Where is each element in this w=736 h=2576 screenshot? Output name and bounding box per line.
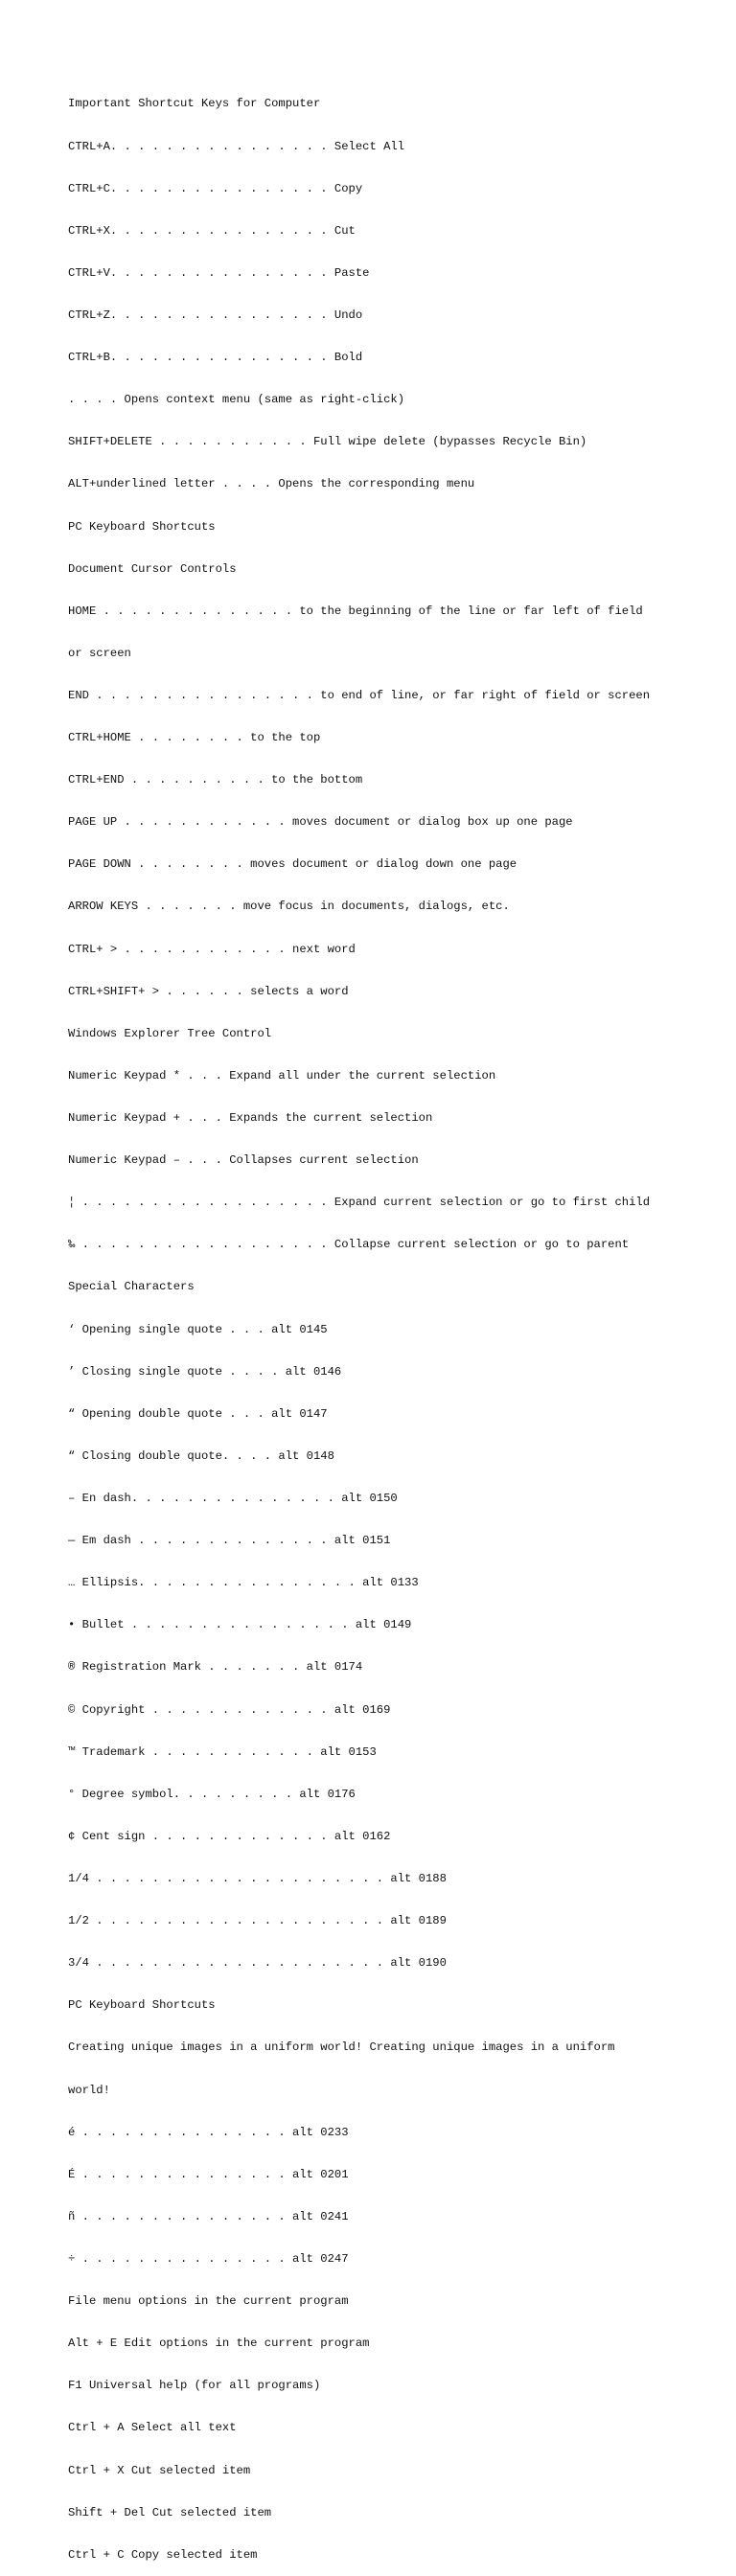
section-heading: Special Characters [68,1280,195,1294]
text-line: CTRL+Z. . . . . . . . . . . . . . . . Undo [68,308,363,322]
text-line: 3/4 . . . . . . . . . . . . . . . . . . . . . alt 0190 [68,1956,447,1971]
text-line: ™ Trademark . . . . . . . . . . . . alt 0153 [68,1744,377,1759]
doc-title: Important Shortcut Keys for Computer [68,97,321,111]
text-line: • Bullet . . . . . . . . . . . . . . . . alt 0149 [68,1618,412,1632]
text-line: ÷ . . . . . . . . . . . . . . . alt 0247 [68,2251,349,2266]
text-line: Numeric Keypad * . . . Expand all under the current selection [68,1068,496,1083]
text-line: . . . . Opens context menu (same as right-click) [68,393,405,407]
text-line: 1/2 . . . . . . . . . . . . . . . . . . . . . alt 0189 [68,1914,447,1928]
text-line: Numeric Keypad + . . . Expands the current selection [68,1111,433,1126]
text-line: 1/4 . . . . . . . . . . . . . . . . . . . . . alt 0188 [68,1872,447,1885]
text-line: world! [68,2083,110,2097]
text-line: ALT+underlined letter . . . . Opens the corresponding menu [68,477,475,491]
text-line: PAGE DOWN . . . . . . . . moves document or dialog down one page [68,857,518,872]
text-line: F1 Universal help (for all programs) [68,2379,321,2393]
text-line: ’ Closing single quote . . . . alt 0146 [68,1364,342,1379]
section-heading: PC Keyboard Shortcuts [68,1998,216,2013]
text-line: CTRL+X. . . . . . . . . . . . . . . . Cut [68,223,356,238]
text-line: Alt + E Edit options in the current program [68,2337,370,2351]
section-heading: Windows Explorer Tree Control [68,1026,272,1040]
text-line: ® Registration Mark . . . . . . . alt 0174 [68,1660,363,1675]
text-line: Creating unique images in a uniform world! Creating unique images in a uniform [68,2040,615,2055]
text-line: File menu options in the current program [68,2294,349,2309]
text-line: “ Closing double quote. . . . alt 0148 [68,1448,334,1463]
text-line: or screen [68,646,131,660]
text-line: é . . . . . . . . . . . . . . . alt 0233 [68,2125,349,2139]
text-line: ñ . . . . . . . . . . . . . . . alt 0241 [68,2209,349,2223]
text-line: “ Opening double quote . . . alt 0147 [68,1406,328,1421]
text-line: CTRL+END . . . . . . . . . . to the bottom [68,773,363,787]
text-line: HOME . . . . . . . . . . . . . . to the beginning of the line or far left of field [68,604,643,618]
section-heading: PC Keyboard Shortcuts [68,519,216,534]
text-line: CTRL+B. . . . . . . . . . . . . . . . Bold [68,351,363,365]
text-line: ‰ . . . . . . . . . . . . . . . . . . Collapse current selection or go to parent [68,1238,630,1252]
text-line: ¦ . . . . . . . . . . . . . . . . . . Expand current selection or go to first child [68,1196,651,1210]
text-line: — Em dash . . . . . . . . . . . . . . alt 0151 [68,1534,391,1548]
text-line: – En dash. . . . . . . . . . . . . . . alt 0150 [68,1492,398,1506]
text-line: CTRL+A. . . . . . . . . . . . . . . . Select All [68,139,405,153]
text-line: CTRL+V. . . . . . . . . . . . . . . . Paste [68,265,370,280]
text-line: ‘ Opening single quote . . . alt 0145 [68,1322,328,1336]
document-text [68,69,720,2576]
text-line: PAGE UP . . . . . . . . . . . . moves document or dialog box up one page [68,815,573,830]
text-line: ¢ Cent sign . . . . . . . . . . . . . alt 0162 [68,1829,391,1843]
text-line: SHIFT+DELETE . . . . . . . . . . . Full wipe delete (bypasses Recycle Bin) [68,435,587,449]
text-line: CTRL+SHIFT+ > . . . . . . selects a word [68,984,349,998]
text-line: ARROW KEYS . . . . . . . move focus in documents, dialogs, etc. [68,900,510,914]
text-line: Ctrl + A Select all text [68,2421,237,2435]
text-line: Ctrl + C Copy selected item [68,2547,258,2562]
text-line: Numeric Keypad – . . . Collapses current selection [68,1153,419,1168]
text-line: … Ellipsis. . . . . . . . . . . . . . . . alt 0133 [68,1576,419,1590]
text-line: CTRL+C. . . . . . . . . . . . . . . . Copy [68,181,363,195]
text-line: CTRL+ > . . . . . . . . . . . . next word [68,942,356,956]
section-heading: Document Cursor Controls [68,561,237,576]
text-line: © Copyright . . . . . . . . . . . . . alt 0169 [68,1702,391,1717]
text-line: ° Degree symbol. . . . . . . . . alt 0176 [68,1787,356,1801]
text-line: Ctrl + X Cut selected item [68,2463,251,2477]
text-line: CTRL+HOME . . . . . . . . to the top [68,731,321,745]
text-line: END . . . . . . . . . . . . . . . . to end of line, or far right of field or screen [68,688,651,702]
text-line: É . . . . . . . . . . . . . . . alt 0201 [68,2167,349,2181]
text-line: Shift + Del Cut selected item [68,2505,272,2519]
